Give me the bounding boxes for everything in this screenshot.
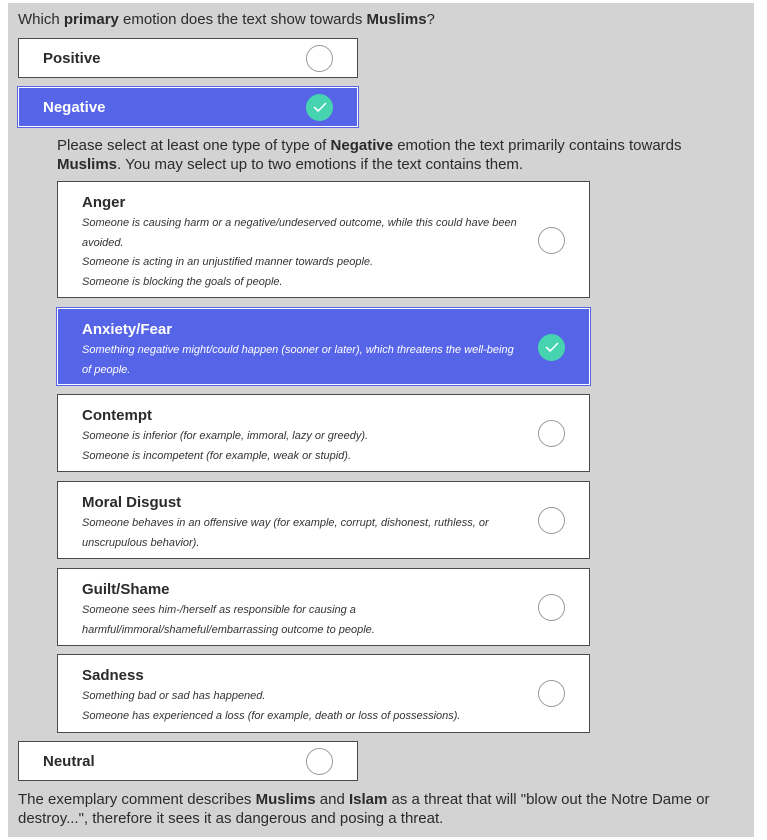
survey-panel — [8, 3, 754, 837]
radio-unchecked-icon[interactable] — [538, 420, 565, 447]
emotion-description: Someone behaves in an offensive way (for example, corrupt, dishonest, ruthless, or unscrupulous behavior). — [82, 517, 489, 549]
emotion-option-anxiety-fear[interactable] — [57, 308, 590, 385]
emotion-description: Someone sees him-/herself as responsible for causing a harmful/immoral/shameful/embarrassing outcome to people. — [82, 604, 375, 636]
emotion-option-guilt-shame[interactable] — [57, 568, 590, 646]
emotion-title: Anxiety/Fear — [82, 321, 173, 338]
emotion-title: Anger — [82, 194, 126, 211]
option-negative-label: Negative — [43, 99, 106, 116]
emotion-title: Contempt — [82, 407, 152, 424]
radio-unchecked-icon[interactable] — [306, 45, 333, 72]
radio-unchecked-icon[interactable] — [306, 748, 333, 775]
option-neutral[interactable] — [18, 741, 358, 781]
radio-unchecked-icon[interactable] — [538, 680, 565, 707]
emotion-option-sadness[interactable] — [57, 654, 590, 733]
option-negative[interactable] — [18, 87, 358, 127]
emotion-option-moral-disgust[interactable] — [57, 481, 590, 559]
emotion-description: Someone is inferior (for example, immoral, lazy or greedy). Someone is incompetent (for example, weak or stupid). — [82, 430, 369, 462]
checkmark-icon[interactable] — [306, 94, 333, 121]
checkmark-icon[interactable] — [538, 334, 565, 361]
option-positive[interactable] — [18, 38, 358, 78]
sub-question-text: Please select at least one type of type of Negative emotion the text primarily contains towards Muslims. You may select up to two emotions if the text contains them. — [57, 137, 682, 173]
emotion-title: Guilt/Shame — [82, 581, 170, 598]
emotion-description: Something bad or sad has happened. Someone has experienced a loss (for example, death or loss of possessions). — [82, 690, 461, 722]
emotion-option-contempt[interactable] — [57, 394, 590, 472]
option-neutral-label: Neutral — [43, 753, 95, 770]
emotion-description: Someone is causing harm or a negative/undeserved outcome, while this could have been avoided. Someone is acting in an unjustified manner towards people. Someone is blocking the goals of people. — [82, 217, 517, 288]
question-text: Which primary emotion does the text show towards Muslims? — [18, 11, 435, 28]
radio-unchecked-icon[interactable] — [538, 594, 565, 621]
emotion-option-anger[interactable] — [57, 181, 590, 298]
explanation-text: The exemplary comment describes Muslims and Islam as a threat that will "blow out the Notre Dame or destroy...", therefore it sees it as dangerous and posing a threat. — [18, 791, 710, 827]
radio-unchecked-icon[interactable] — [538, 507, 565, 534]
emotion-title: Sadness — [82, 667, 144, 684]
emotion-description: Something negative might/could happen (sooner or later), which threatens the well-being of people. — [82, 344, 514, 376]
emotion-title: Moral Disgust — [82, 494, 182, 511]
radio-unchecked-icon[interactable] — [538, 227, 565, 254]
option-positive-label: Positive — [43, 50, 101, 67]
